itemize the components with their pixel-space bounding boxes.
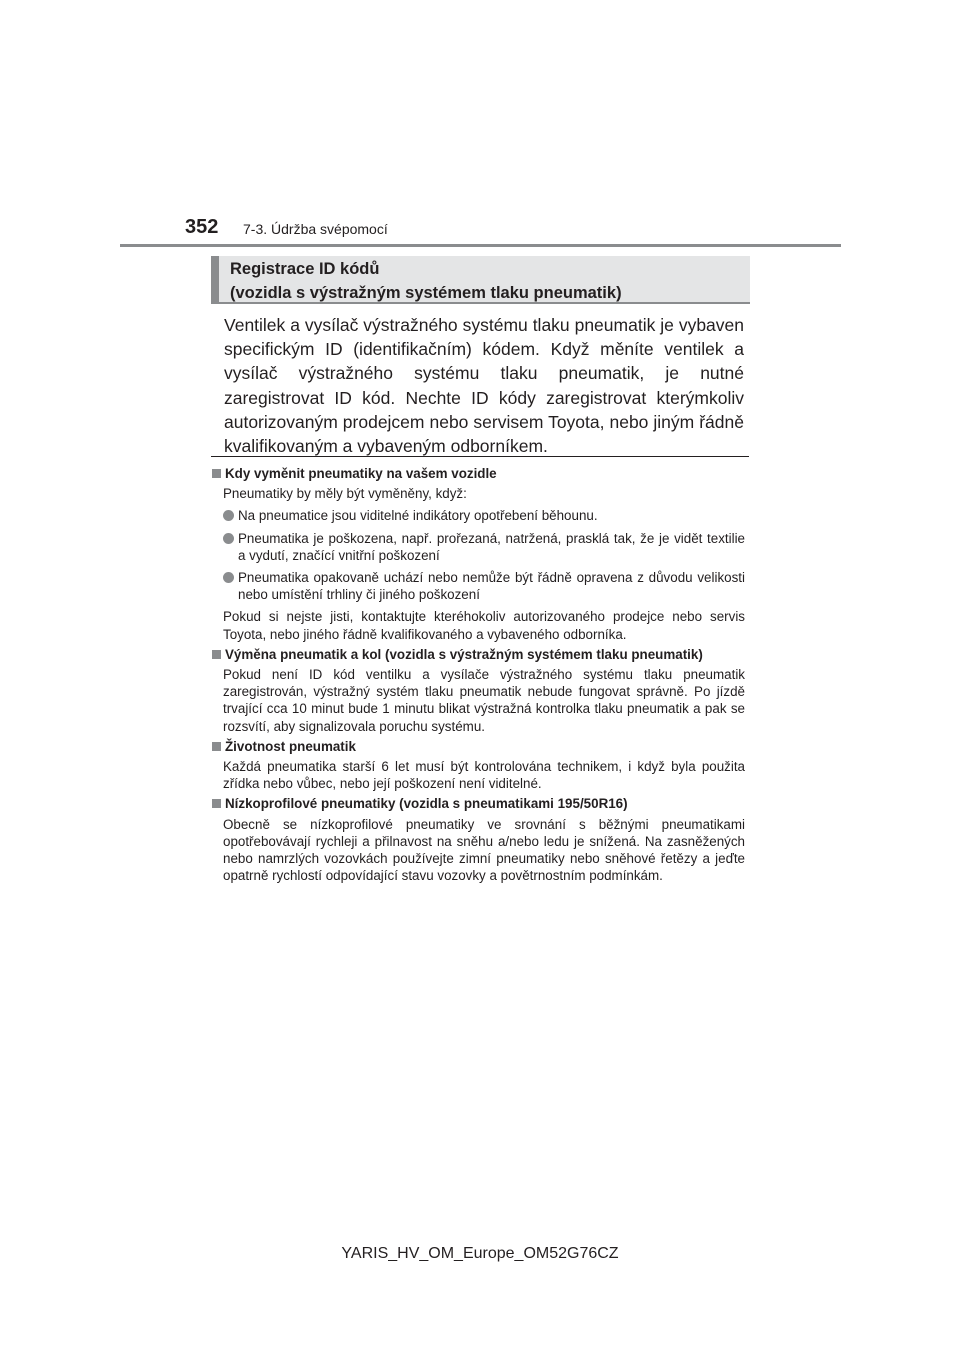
box-title-line1: Registrace ID kódů — [230, 260, 380, 278]
section-note: Pokud si nejste jisti, kontaktujte kteréhokoliv autorizovaného prodejce nebo servis Toyota, nebo jiného řádně kvalifikovaného a vybaveného odborníka. — [223, 609, 745, 642]
section-heading — [211, 795, 745, 812]
list-item-text: Pneumatika je poškozena, např. prořezaná, natržená, prasklá tak, že je vidět textilie a vydutí, značící vnitřní poškození — [238, 530, 745, 563]
round-bullet-icon — [223, 533, 234, 544]
section-heading — [211, 646, 745, 663]
list-item — [211, 569, 745, 603]
section-body: Každá pneumatika starší 6 let musí být kontrolována technikem, i když byla použita zřídka nebo vůbec, nebo její poškození není viditelné. — [223, 759, 745, 792]
section-heading-text: Kdy vyměnit pneumatiky na vašem vozidle — [225, 466, 497, 481]
footer-doc-code: YARIS_HV_OM_Europe_OM52G76CZ — [341, 1245, 619, 1262]
square-bullet-icon — [212, 742, 221, 751]
list-item — [211, 507, 745, 524]
list-item — [211, 530, 745, 564]
running-section-title: 7-3. Údržba svépomocí — [243, 221, 388, 237]
section-body: Obecně se nízkoprofilové pneumatiky ve srovnání s běžnými pneumatikami opotřebovávají rychleji a přilnavost na sněhu a/nebo ledu je snížená. Na zasněžených nebo namrzlých vozovkách používejte zimní pneumatiky nebo sněhové řetězy a jeďte opatrně rychlostí odpovídající stavu vozovky a povětrnostním podmínkám. — [223, 816, 745, 884]
round-bullet-icon — [223, 572, 234, 583]
header-divider — [120, 244, 841, 247]
list-item-text: Na pneumatice jsou viditelné indikátory opotřebení běhounu. — [238, 508, 598, 524]
box-intro-text: Ventilek a vysílač výstražného systému tlaku pneumatik je vybaven specifickým ID (identifikačním) kódem. Když měníte ventilek a vysílač výstražného systému tlaku pneumatik, je nutné zaregistrovat ID kód. Nechte ID kódy zaregistrovat kterýmkoliv autorizovaným prodejcem nebo servisem Toyota, nebo jiným řádně kvalifikovaným a vybaveným odborníkem. — [224, 315, 744, 457]
round-bullet-icon — [223, 510, 234, 521]
main-content — [211, 465, 745, 884]
page-number: 352 — [185, 216, 219, 238]
box-bottom-divider — [211, 456, 749, 457]
section-heading-text: Výměna pneumatik a kol (vozidla s výstražným systémem tlaku pneumatik) — [225, 646, 703, 662]
box-title-line2: (vozidla s výstražným systémem tlaku pneumatik) — [230, 284, 622, 302]
section-heading — [211, 465, 745, 482]
square-bullet-icon — [212, 650, 221, 659]
section-body: Pneumatiky by měly být vyměněny, když: — [223, 486, 467, 502]
list-item-text: Pneumatika opakovaně uchází nebo nemůže být řádně opravena z důvodu velikosti nebo umístění trhliny či jiného poškození — [238, 570, 745, 603]
section-heading — [211, 738, 745, 755]
section-body: Pokud není ID kód ventilku a vysílače výstražného systému tlaku pneumatik zaregistrován, výstražný systém tlaku pneumatik nebude fungovat správně. Po jízdě trvající cca 10 minut bude 1 minutu blikat výstražná kontrolka tlaku pneumatik a pak se rozsvítí, aby signalizovala poruchu systému. — [223, 667, 745, 734]
section-heading-text: Životnost pneumatik — [225, 738, 356, 754]
info-box-header — [211, 256, 750, 304]
square-bullet-icon — [212, 469, 221, 478]
section-heading-text: Nízkoprofilové pneumatiky (vozidla s pneumatikami 195/50R16) — [225, 796, 628, 812]
square-bullet-icon — [212, 799, 221, 808]
